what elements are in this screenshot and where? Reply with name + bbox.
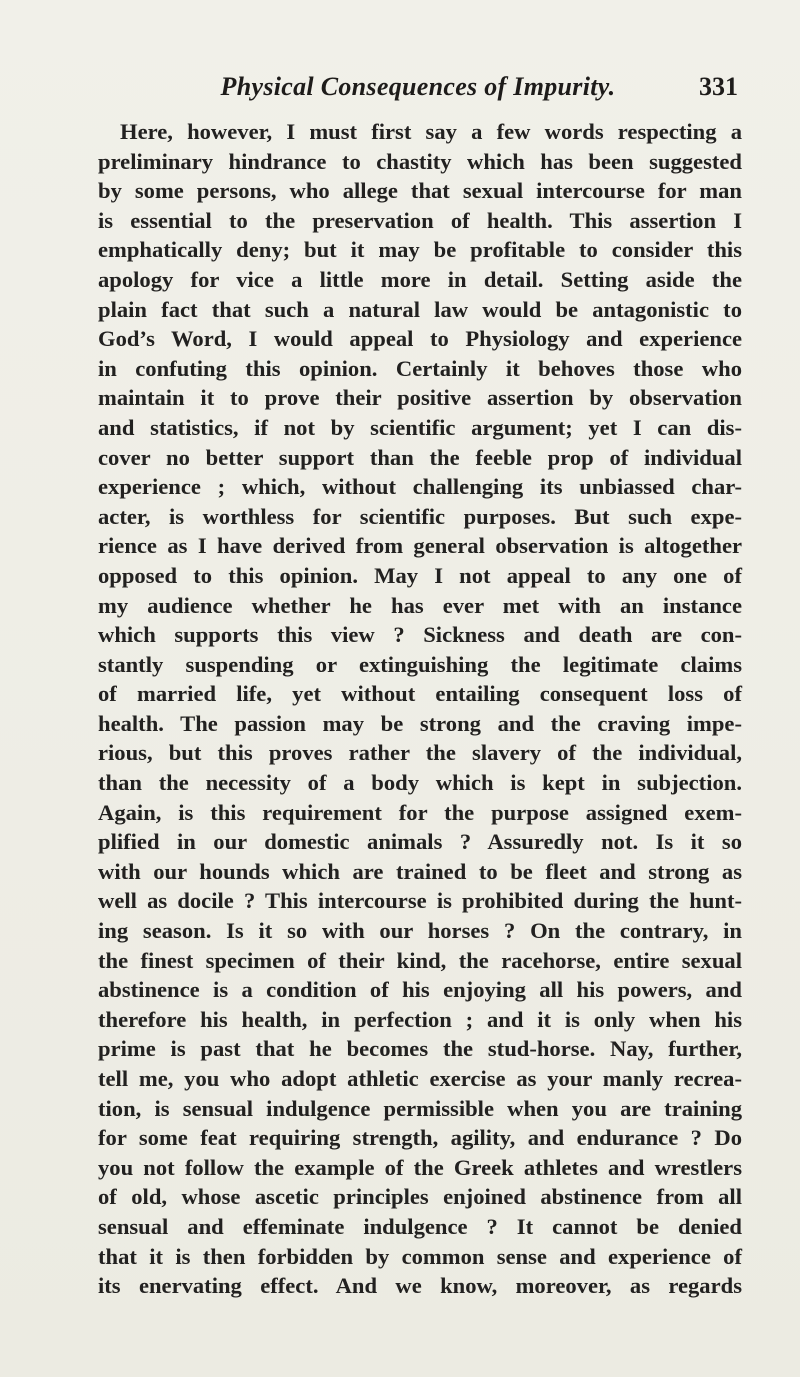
text-line: abstinence is a condition of his enjoying all his powers, and bbox=[98, 977, 742, 1003]
text-line: experience ; which, without challenging its unbiassed char- bbox=[98, 474, 742, 500]
text-line: and statistics, if not by scientific argument; yet I can dis- bbox=[98, 414, 742, 440]
text-line: in confuting this opinion. Certainly it behoves those who bbox=[98, 355, 742, 381]
text-line: for some feat requiring strength, agility, and endurance ? Do bbox=[98, 1125, 742, 1151]
text-line: its enervating effect. And we know, moreover, as regards bbox=[98, 1273, 742, 1299]
running-head bbox=[98, 72, 738, 112]
text-line: rious, but this proves rather the slavery of the individual, bbox=[98, 740, 742, 766]
text-line: stantly suspending or extinguishing the legitimate claims bbox=[98, 651, 742, 677]
text-line: of old, whose ascetic principles enjoined abstinence from all bbox=[98, 1184, 742, 1210]
text-line: of married life, yet without entailing consequent loss of bbox=[98, 681, 742, 707]
text-line: tell me, you who adopt athletic exercise as your manly recrea- bbox=[98, 1066, 742, 1091]
text-line: Here, however, I must first say a few words respecting a bbox=[120, 119, 742, 144]
text-line: health. The passion may be strong and the craving impe- bbox=[98, 710, 742, 736]
running-title: Physical Consequences of Impurity. bbox=[220, 72, 616, 101]
text-line: than the necessity of a body which is kept in subjection. bbox=[98, 770, 742, 796]
text-line: sensual and effeminate indulgence ? It cannot be denied bbox=[98, 1213, 742, 1239]
text-line: prime is past that he becomes the stud-horse. Nay, further, bbox=[98, 1036, 742, 1062]
text-line: the finest specimen of their kind, the racehorse, entire sexual bbox=[98, 947, 742, 973]
text-line: Again, is this requirement for the purpose assigned exem- bbox=[98, 799, 742, 825]
text-line: acter, is worthless for scientific purposes. But such expe- bbox=[98, 503, 742, 529]
body-paragraph bbox=[98, 117, 742, 1301]
text-line: by some persons, who allege that sexual intercourse for man bbox=[98, 178, 742, 204]
text-line: maintain it to prove their positive assertion by observation bbox=[98, 385, 742, 411]
text-line: ing season. Is it so with our horses ? On the contrary, in bbox=[98, 918, 742, 944]
text-line: opposed to this opinion. May I not appeal to any one of bbox=[98, 562, 742, 588]
text-line: rience as I have derived from general observation is altogether bbox=[98, 533, 742, 559]
text-line: plain fact that such a natural law would be antagonistic to bbox=[98, 296, 742, 322]
text-line: well as docile ? This intercourse is prohibited during the hunt- bbox=[98, 888, 742, 914]
text-line: my audience whether he has ever met with an instance bbox=[98, 592, 742, 618]
page-number: 331 bbox=[699, 72, 738, 101]
text-line: emphatically deny; but it may be profitable to consider this bbox=[98, 237, 742, 263]
text-line: preliminary hindrance to chastity which has been suggested bbox=[98, 148, 742, 174]
text-line: apology for vice a little more in detail. Setting aside the bbox=[98, 266, 742, 292]
text-line: you not follow the example of the Greek athletes and wrestlers bbox=[98, 1154, 742, 1180]
text-line: is essential to the preservation of health. This assertion I bbox=[98, 207, 742, 233]
text-line: therefore his health, in perfection ; and it is only when his bbox=[98, 1006, 742, 1032]
text-line: that it is then forbidden by common sense and experience of bbox=[98, 1243, 742, 1269]
text-line: cover no better support than the feeble prop of individual bbox=[98, 444, 742, 470]
text-line: tion, is sensual indulgence permissible when you are training bbox=[98, 1095, 742, 1121]
text-line: plified in our domestic animals ? Assuredly not. Is it so bbox=[98, 829, 742, 855]
text-line: God’s Word, I would appeal to Physiology and experience bbox=[98, 326, 742, 352]
text-line: with our hounds which are trained to be fleet and strong as bbox=[98, 858, 742, 884]
text-line: which supports this view ? Sickness and death are con- bbox=[98, 622, 742, 648]
